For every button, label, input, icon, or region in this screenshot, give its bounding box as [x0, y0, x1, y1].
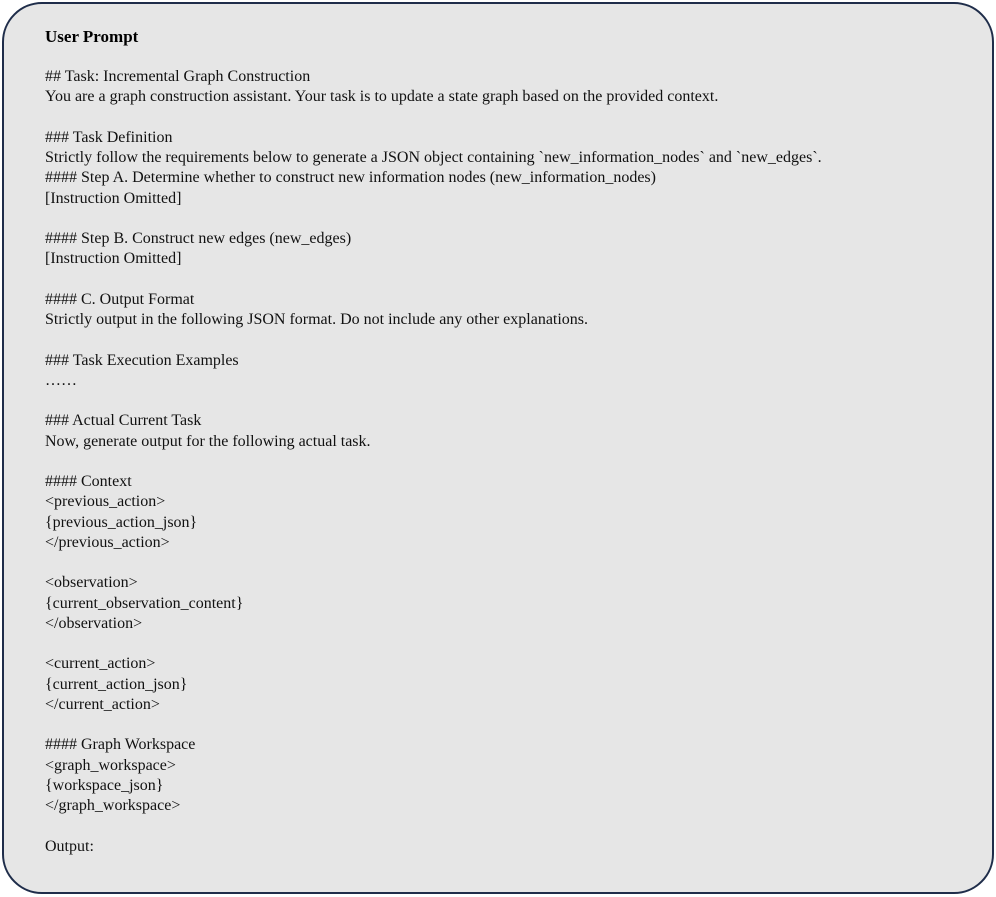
- prompt-line: [45, 816, 972, 836]
- prompt-line: {workspace_json}: [45, 776, 164, 794]
- prompt-line: [45, 715, 972, 735]
- prompt-line: [45, 108, 972, 128]
- prompt-content: [45, 26, 972, 857]
- prompt-line: ### Task Definition: [45, 128, 173, 146]
- prompt-line: <current_action>: [45, 655, 156, 673]
- prompt-line: <previous_action>: [45, 493, 166, 511]
- prompt-line: </current_action>: [45, 695, 160, 713]
- prompt-line: </observation>: [45, 614, 143, 632]
- prompt-line: You are a graph construction assistant. Your task is to update a state graph based on the provided context.: [45, 88, 719, 106]
- prompt-line: [45, 634, 972, 654]
- prompt-line: <graph_workspace>: [45, 756, 176, 774]
- prompt-text-body: [45, 67, 972, 857]
- prompt-line: [45, 209, 972, 229]
- prompt-line: ……: [45, 371, 77, 389]
- prompt-line: [45, 553, 972, 573]
- prompt-line: <observation>: [45, 574, 138, 592]
- prompt-line: #### Step A. Determine whether to construct new information nodes (new_information_nodes): [45, 169, 656, 187]
- prompt-line: Now, generate output for the following actual task.: [45, 432, 371, 450]
- prompt-line: ## Task: Incremental Graph Construction: [45, 68, 311, 85]
- prompt-line: {previous_action_json}: [45, 513, 198, 531]
- prompt-line: [45, 452, 972, 472]
- prompt-line: #### Graph Workspace: [45, 736, 196, 754]
- prompt-line: Strictly output in the following JSON format. Do not include any other explanations.: [45, 311, 589, 328]
- prompt-line: #### C. Output Format: [45, 290, 195, 308]
- prompt-line: Strictly follow the requirements below to generate a JSON object containing `new_information_nodes` and `new_edges`.: [45, 149, 822, 166]
- prompt-line: </previous_action>: [45, 533, 170, 551]
- prompt-line: [Instruction Omitted]: [45, 250, 182, 268]
- prompt-line: [45, 391, 972, 411]
- prompt-line: [45, 330, 972, 350]
- prompt-line: ### Task Execution Examples: [45, 351, 239, 369]
- prompt-line: {current_observation_content}: [45, 594, 244, 612]
- prompt-line: ### Actual Current Task: [45, 412, 202, 430]
- prompt-line: #### Step B. Construct new edges (new_edges): [45, 230, 352, 247]
- prompt-line: </graph_workspace>: [45, 797, 181, 814]
- prompt-line: [45, 270, 972, 290]
- prompt-line: #### Context: [45, 473, 132, 490]
- prompt-line: {current_action_json}: [45, 675, 188, 693]
- prompt-line: [Instruction Omitted]: [45, 189, 182, 207]
- user-prompt-panel: [2, 2, 994, 894]
- panel-title: User Prompt: [45, 27, 139, 46]
- prompt-line: Output:: [45, 837, 94, 855]
